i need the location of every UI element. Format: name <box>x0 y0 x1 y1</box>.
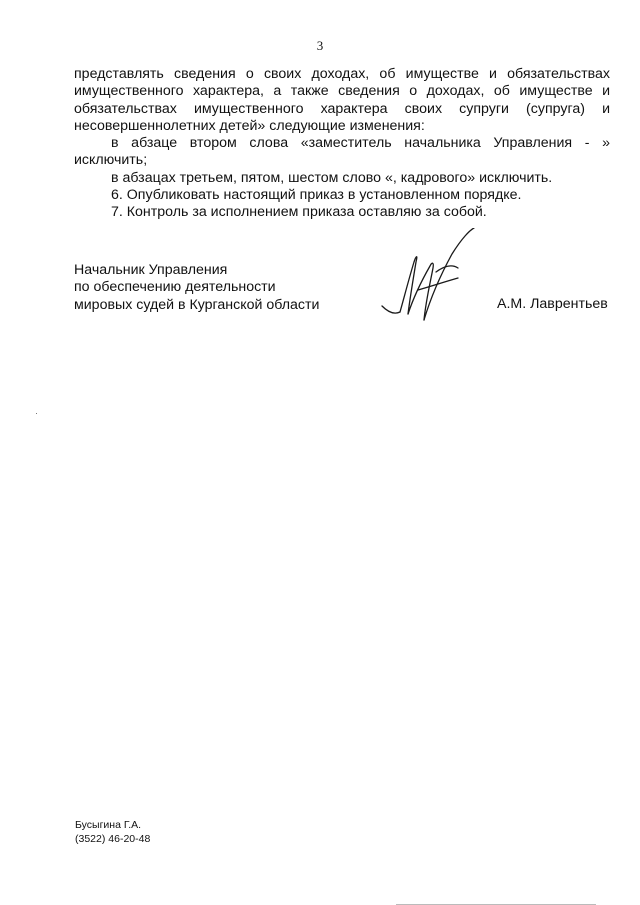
body-line: в абзацах третьем, пятом, шестом слово «, кадрового» исключить. <box>111 169 553 186</box>
body-line: имущественного характера, а также сведения о доходах, об имуществе и <box>74 83 610 100</box>
signer-title-line: мировых судей в Курганской области <box>74 296 320 313</box>
body-line: 7. Контроль за исполнением приказа оставляю за собой. <box>111 204 487 221</box>
body-line: исключить; <box>74 152 148 169</box>
body-line: обязательствах имущественного характера своих супруги (супруга) и <box>74 100 610 117</box>
body-line: 6. Опубликовать настоящий приказ в установленном порядке. <box>111 187 522 204</box>
body-line: представлять сведения о своих доходах, об имуществе и обязательствах <box>74 66 610 82</box>
executor-block <box>75 818 150 846</box>
signer-name: А.М. Лаврентьев <box>497 296 608 312</box>
document-body <box>74 66 610 222</box>
page-number: 3 <box>316 38 324 53</box>
scan-artifact <box>36 413 37 414</box>
handwritten-signature <box>378 228 488 328</box>
signer-title-line: по обеспечению деятельности <box>74 279 276 296</box>
body-line: в абзаце втором слова «заместитель начальника Управления - » <box>111 135 610 152</box>
body-line: несовершеннолетних детей» следующие изменения: <box>74 117 425 134</box>
executor-name: Бусыгина Г.А. <box>75 819 142 831</box>
executor-phone: (3522) 46-20-48 <box>75 833 151 845</box>
signer-title <box>74 262 319 314</box>
signer-title-line: Начальник Управления <box>74 262 228 278</box>
